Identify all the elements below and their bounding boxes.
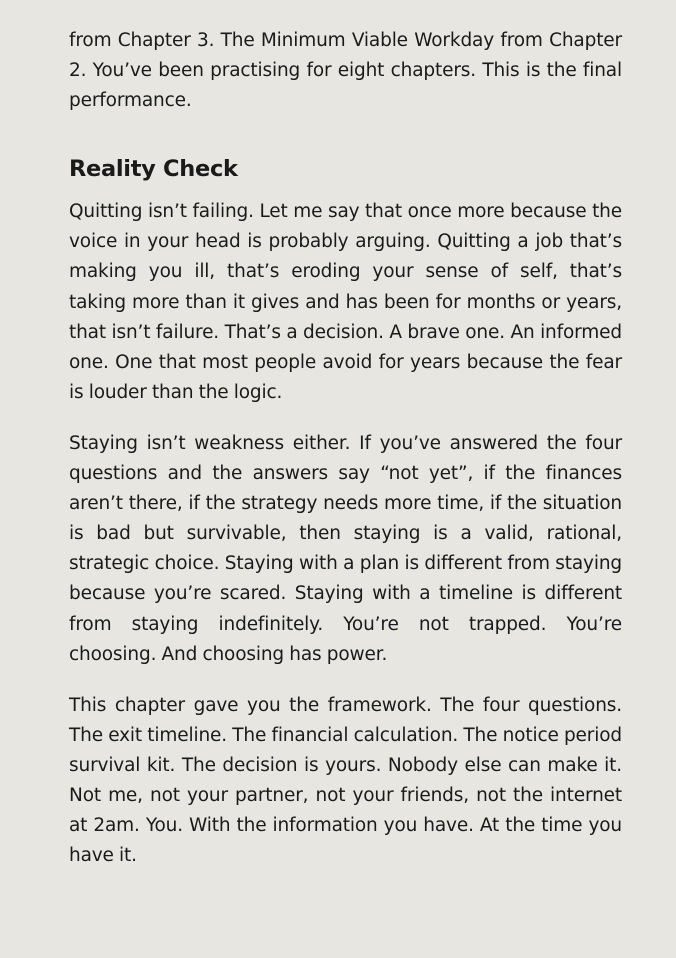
- body-paragraph: Quitting isn’t failing. Let me say that once more because the voice in your head is probably arguing. Quitting a job that’s making you ill, that’s eroding your sense of self, that’s taking more than it gives and has been for months or years, that isn’t failure. That’s a decision. A brave one. An informed one. One that most people avoid for years because the fear is louder than the logic.: [69, 201, 622, 403]
- body-paragraph: This chapter gave you the framework. The four questions. The exit timeline. The financial calculation. The notice period survival kit. The decision is yours. Nobody else can make it. Not me, not your partner, not your friends, not the internet at 2am. You. With the information you have. At the time you have it.: [69, 694, 622, 867]
- section-heading: Reality Check: [69, 156, 238, 183]
- intro-paragraph: from Chapter 3. The Minimum Viable Workday from Chapter 2. You’ve been practising for eight chapters. This is the final performance.: [69, 30, 622, 112]
- body-paragraph: Staying isn’t weakness either. If you’ve answered the four questions and the answers say “not yet”, if the finances aren’t there, if the strategy needs more time, if the situation is bad but survivable, then staying is a valid, rational, strategic choice. Staying with a plan is different from staying because you’re scared. Staying with a timeline is different from staying indefinitely. You’re not trapped. You’re choosing. And choosing has power.: [69, 432, 622, 665]
- page-content: [69, 26, 622, 871]
